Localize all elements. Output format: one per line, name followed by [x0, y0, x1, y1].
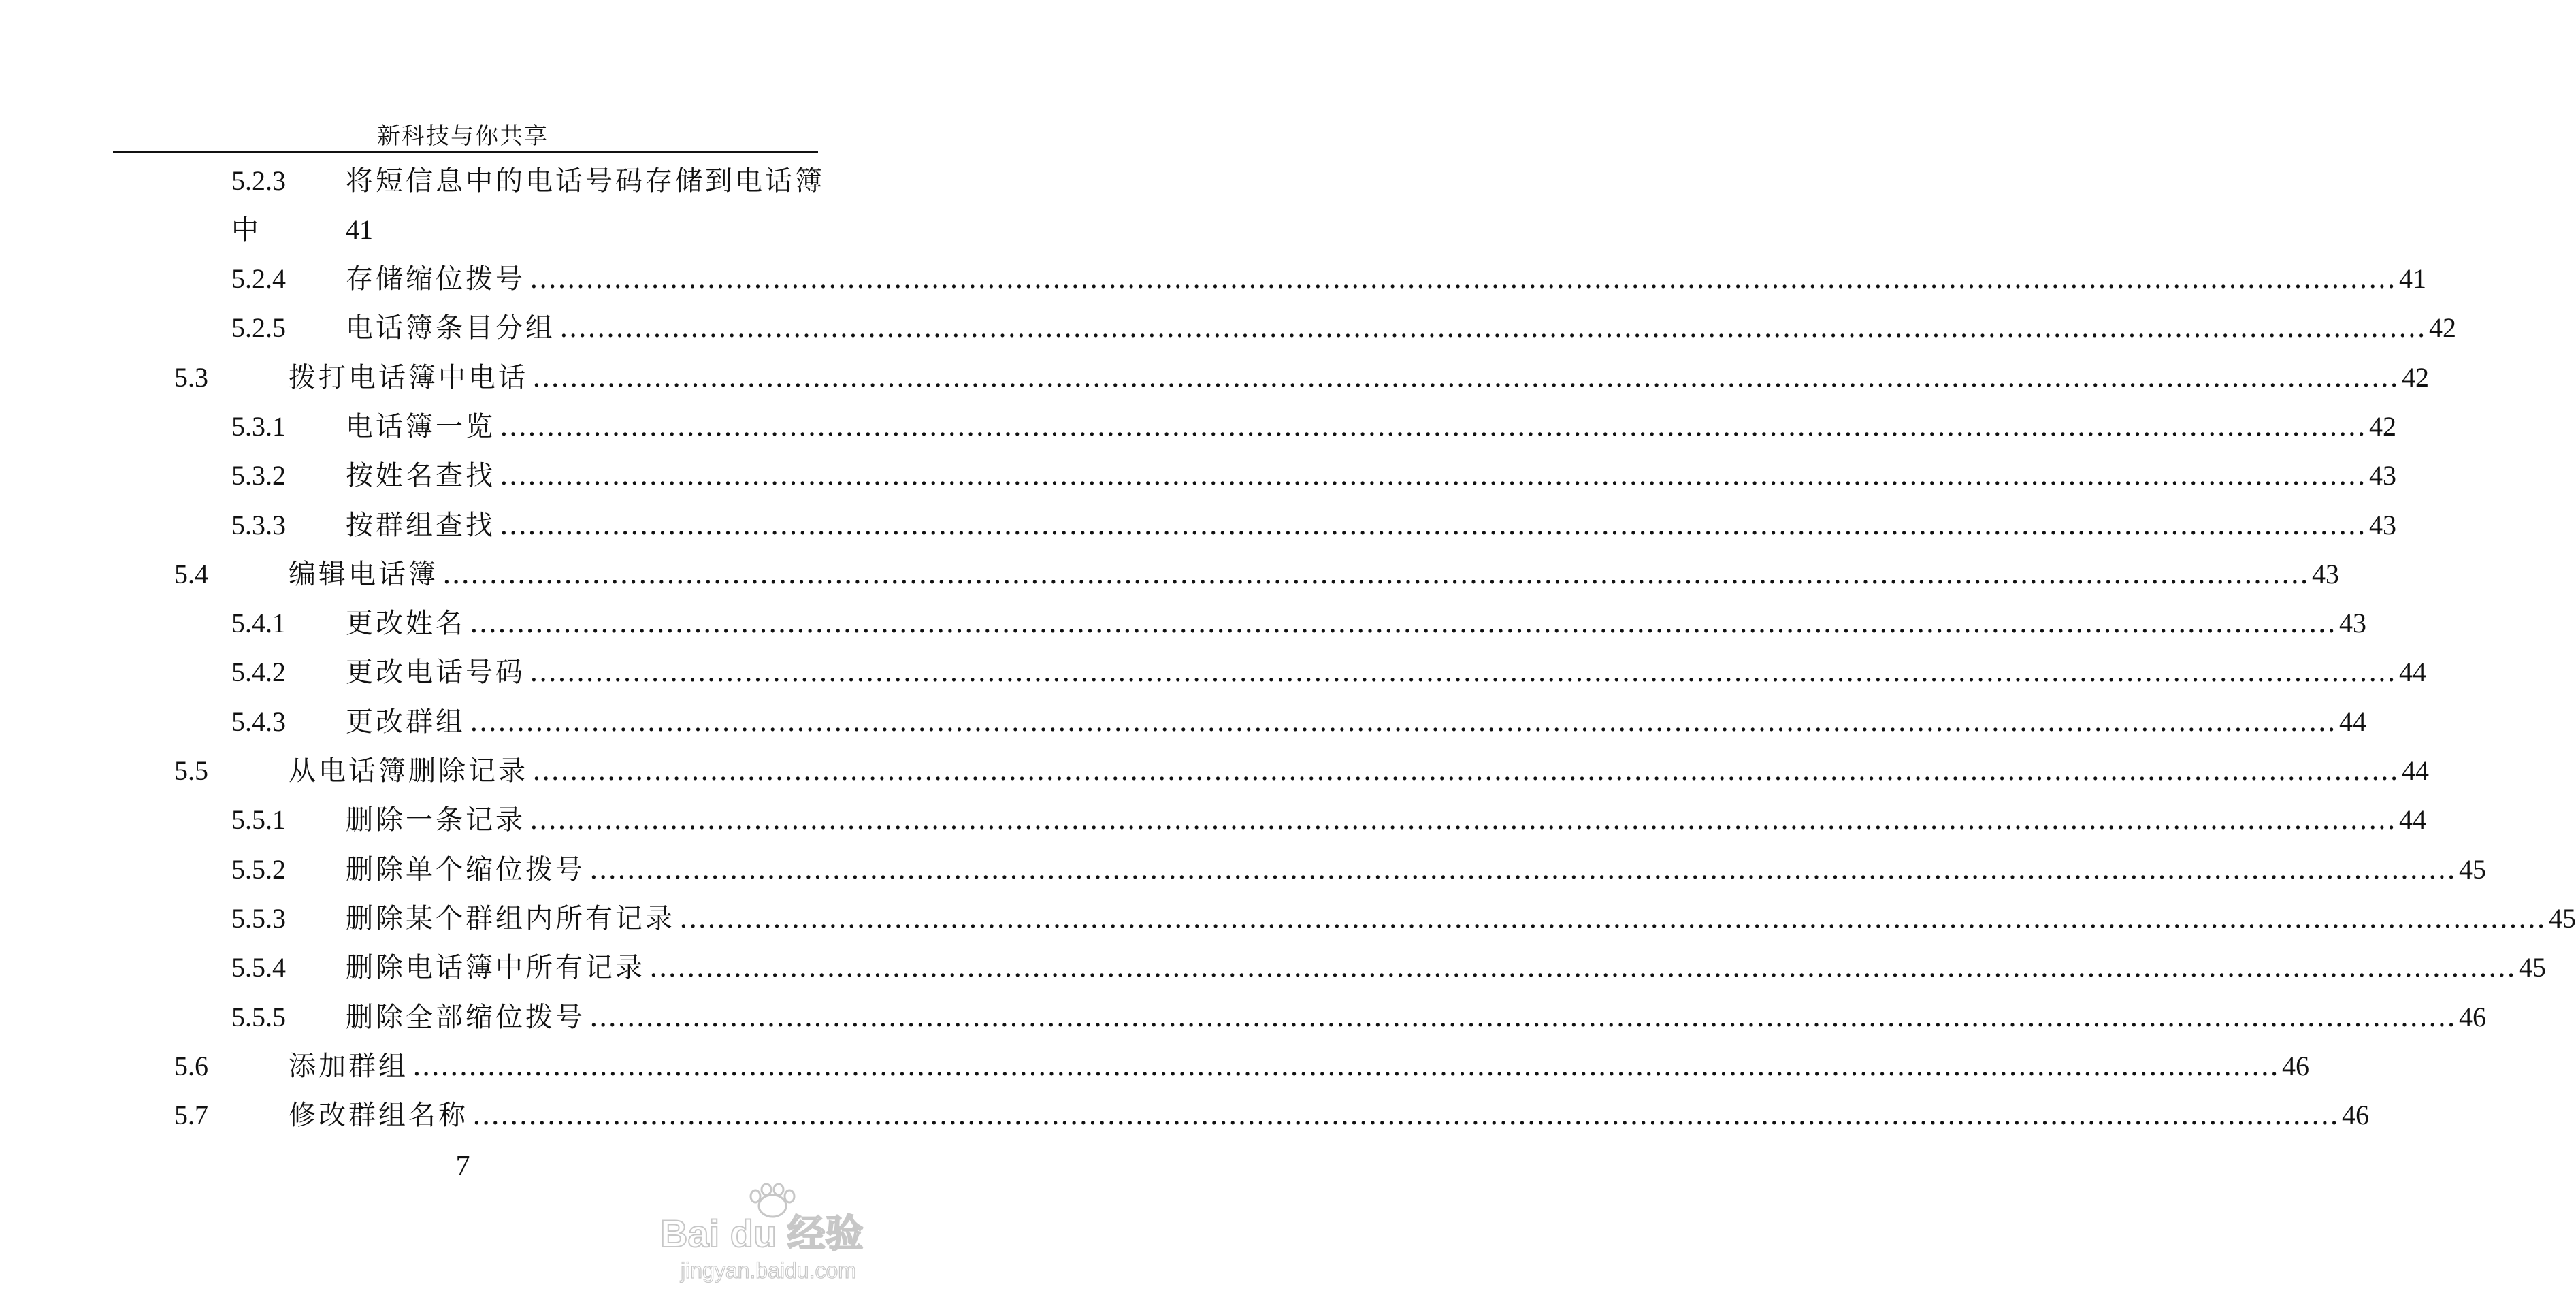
toc-entry-page: 45 — [2548, 902, 2576, 934]
toc-entry-title: 编辑电话簿 — [289, 558, 438, 590]
toc-entry-page: 41 — [346, 214, 373, 245]
toc-entry-5-4[interactable] — [0, 554, 2339, 595]
toc-entry-number: 5.5 — [174, 755, 208, 786]
toc-entry-title: 从电话簿删除记录 — [289, 755, 528, 787]
toc-entry-title: 修改群组名称 — [289, 1100, 468, 1132]
dot-leader: ........................................................................................................................................................................................................ — [500, 509, 2366, 541]
toc-entry-page: 45 — [2518, 952, 2546, 983]
toc-entry-number: 5.2.3 — [231, 165, 286, 196]
toc-entry-page: 45 — [2458, 853, 2486, 885]
toc-entry-5-4-2[interactable] — [0, 652, 2426, 693]
toc-entry-title: 将短信息中的电话号码存储到电话簿 — [346, 165, 825, 197]
toc-entry-title: 删除全部缩位拨号 — [346, 1001, 585, 1033]
dot-leader: ........................................................................................................................................................................................................ — [589, 1001, 2456, 1033]
toc-entry-number: 5.4.1 — [231, 608, 286, 639]
toc-entry-title: 电话簿一览 — [346, 410, 495, 442]
toc-entry-title: 拨打电话簿中电话 — [289, 361, 528, 393]
toc-entry-number: 5.5.3 — [231, 902, 286, 934]
dot-leader: ........................................................................................................................................................................................................ — [470, 608, 2336, 640]
toc-entry-title: 删除单个缩位拨号 — [346, 853, 585, 885]
toc-entry-title: 更改电话号码 — [346, 657, 525, 689]
toc-entry-number: 5.4.2 — [231, 657, 286, 688]
toc-entry-number: 5.2.5 — [231, 312, 286, 344]
dot-leader: ........................................................................................................................................................................................................ — [412, 1050, 2279, 1082]
toc-entry-5-4-1[interactable] — [0, 603, 2366, 644]
toc-entry-5-2-4[interactable] — [0, 259, 2426, 299]
toc-entry-page: 46 — [2281, 1050, 2309, 1081]
toc-entry-title: 按姓名查找 — [346, 460, 495, 492]
dot-leader: ........................................................................................................................................................................................................ — [532, 361, 2399, 393]
toc-entry-number: 5.2.4 — [231, 263, 286, 294]
toc-entry-page: 46 — [2341, 1100, 2369, 1131]
toc-entry-page: 43 — [2338, 608, 2366, 639]
dot-leader: ........................................................................................................................................................................................................ — [589, 853, 2456, 885]
toc-entry-title-continued: 中 — [231, 214, 261, 246]
toc-entry-page: 44 — [2338, 706, 2366, 737]
toc-entry-page: 43 — [2368, 460, 2396, 491]
toc-entry-5-3-3[interactable] — [0, 505, 2396, 546]
toc-entry-5-2-5[interactable] — [0, 308, 2456, 348]
toc-entry-title: 更改群组 — [346, 706, 466, 738]
baidu-jingyan-watermark — [653, 1184, 892, 1286]
toc-entry-number: 5.5.2 — [231, 853, 286, 885]
toc-entry-title: 删除某个群组内所有记录 — [346, 902, 675, 934]
toc-entry-number: 5.5.4 — [231, 952, 286, 983]
toc-entry-5-3[interactable] — [0, 357, 2429, 398]
dot-leader: ........................................................................................................................................................................................................ — [442, 558, 2309, 590]
toc-entry-title: 存储缩位拨号 — [346, 263, 525, 295]
toc-entry-page: 43 — [2311, 558, 2339, 589]
toc-entry-number: 5.4 — [174, 558, 208, 589]
toc-entry-5-5-3[interactable] — [0, 898, 2576, 939]
toc-entry-page: 46 — [2458, 1001, 2486, 1032]
toc-entry-page: 42 — [2428, 312, 2456, 344]
toc-entry-title: 添加群组 — [289, 1050, 408, 1082]
header-rule — [113, 151, 818, 153]
toc-entry-page: 43 — [2368, 509, 2396, 540]
page-number: 7 — [455, 1151, 470, 1182]
toc-entry-5-5-1[interactable] — [0, 800, 2426, 840]
toc-entry-5-3-2[interactable] — [0, 455, 2396, 496]
toc-entry-number: 5.3.1 — [231, 410, 286, 442]
dot-leader: ........................................................................................................................................................................................................ — [559, 312, 2426, 344]
toc-entry-title: 更改姓名 — [346, 608, 466, 640]
toc-entry-page: 42 — [2368, 410, 2396, 442]
toc-entry-5-7[interactable] — [0, 1095, 2369, 1136]
watermark-brand: Bai du 经验 — [660, 1212, 864, 1255]
running-header: 新科技与你共享 — [377, 122, 549, 150]
dot-leader: ........................................................................................................................................................................................................ — [500, 460, 2366, 492]
toc-entry-page: 44 — [2401, 755, 2429, 786]
toc-entry-5-5[interactable] — [0, 751, 2429, 791]
toc-entry-number: 5.3.3 — [231, 509, 286, 540]
toc-entry-number: 5.4.3 — [231, 706, 286, 737]
toc-entry-number: 5.6 — [174, 1050, 208, 1081]
toc-entry-page: 41 — [2398, 263, 2426, 294]
dot-leader: ........................................................................................................................................................................................................ — [529, 657, 2396, 689]
dot-leader: ........................................................................................................................................................................................................ — [472, 1100, 2339, 1132]
toc-entry-5-3-1[interactable] — [0, 406, 2396, 447]
toc-entry-5-5-4[interactable] — [0, 947, 2546, 988]
toc-entry-page: 44 — [2398, 804, 2426, 836]
dot-leader: ........................................................................................................................................................................................................ — [532, 755, 2399, 787]
dot-leader: ........................................................................................................................................................................................................ — [500, 410, 2366, 442]
toc-entry-page: 44 — [2398, 657, 2426, 688]
toc-entry-page: 42 — [2401, 361, 2429, 393]
watermark-url: jingyan.baidu.com — [681, 1258, 856, 1283]
dot-leader: ........................................................................................................................................................................................................ — [529, 804, 2396, 836]
toc-entry-title: 电话簿条目分组 — [346, 312, 555, 344]
toc-entry-title: 删除电话簿中所有记录 — [346, 952, 645, 984]
toc-entry-number: 5.5.1 — [231, 804, 286, 836]
toc-entry-title: 删除一条记录 — [346, 804, 525, 836]
dot-leader: ........................................................................................................................................................................................................ — [649, 952, 2516, 984]
toc-entry-5-2-3[interactable] — [0, 161, 926, 201]
toc-entry-5-2-3-continued — [0, 210, 926, 250]
dot-leader: ........................................................................................................................................................................................................ — [470, 706, 2336, 738]
dot-leader: ........................................................................................................................................................................................................ — [529, 263, 2396, 295]
toc-entry-title: 按群组查找 — [346, 509, 495, 541]
toc-entry-5-4-3[interactable] — [0, 702, 2366, 742]
toc-entry-5-5-2[interactable] — [0, 849, 2486, 890]
dot-leader: ........................................................................................................................................................................................................ — [679, 902, 2546, 934]
toc-entry-number: 5.5.5 — [231, 1001, 286, 1032]
toc-entry-5-5-5[interactable] — [0, 997, 2486, 1038]
toc-entry-5-6[interactable] — [0, 1046, 2309, 1087]
toc-entry-number: 5.7 — [174, 1100, 208, 1131]
toc-entry-number: 5.3 — [174, 361, 208, 393]
toc-entry-number: 5.3.2 — [231, 460, 286, 491]
